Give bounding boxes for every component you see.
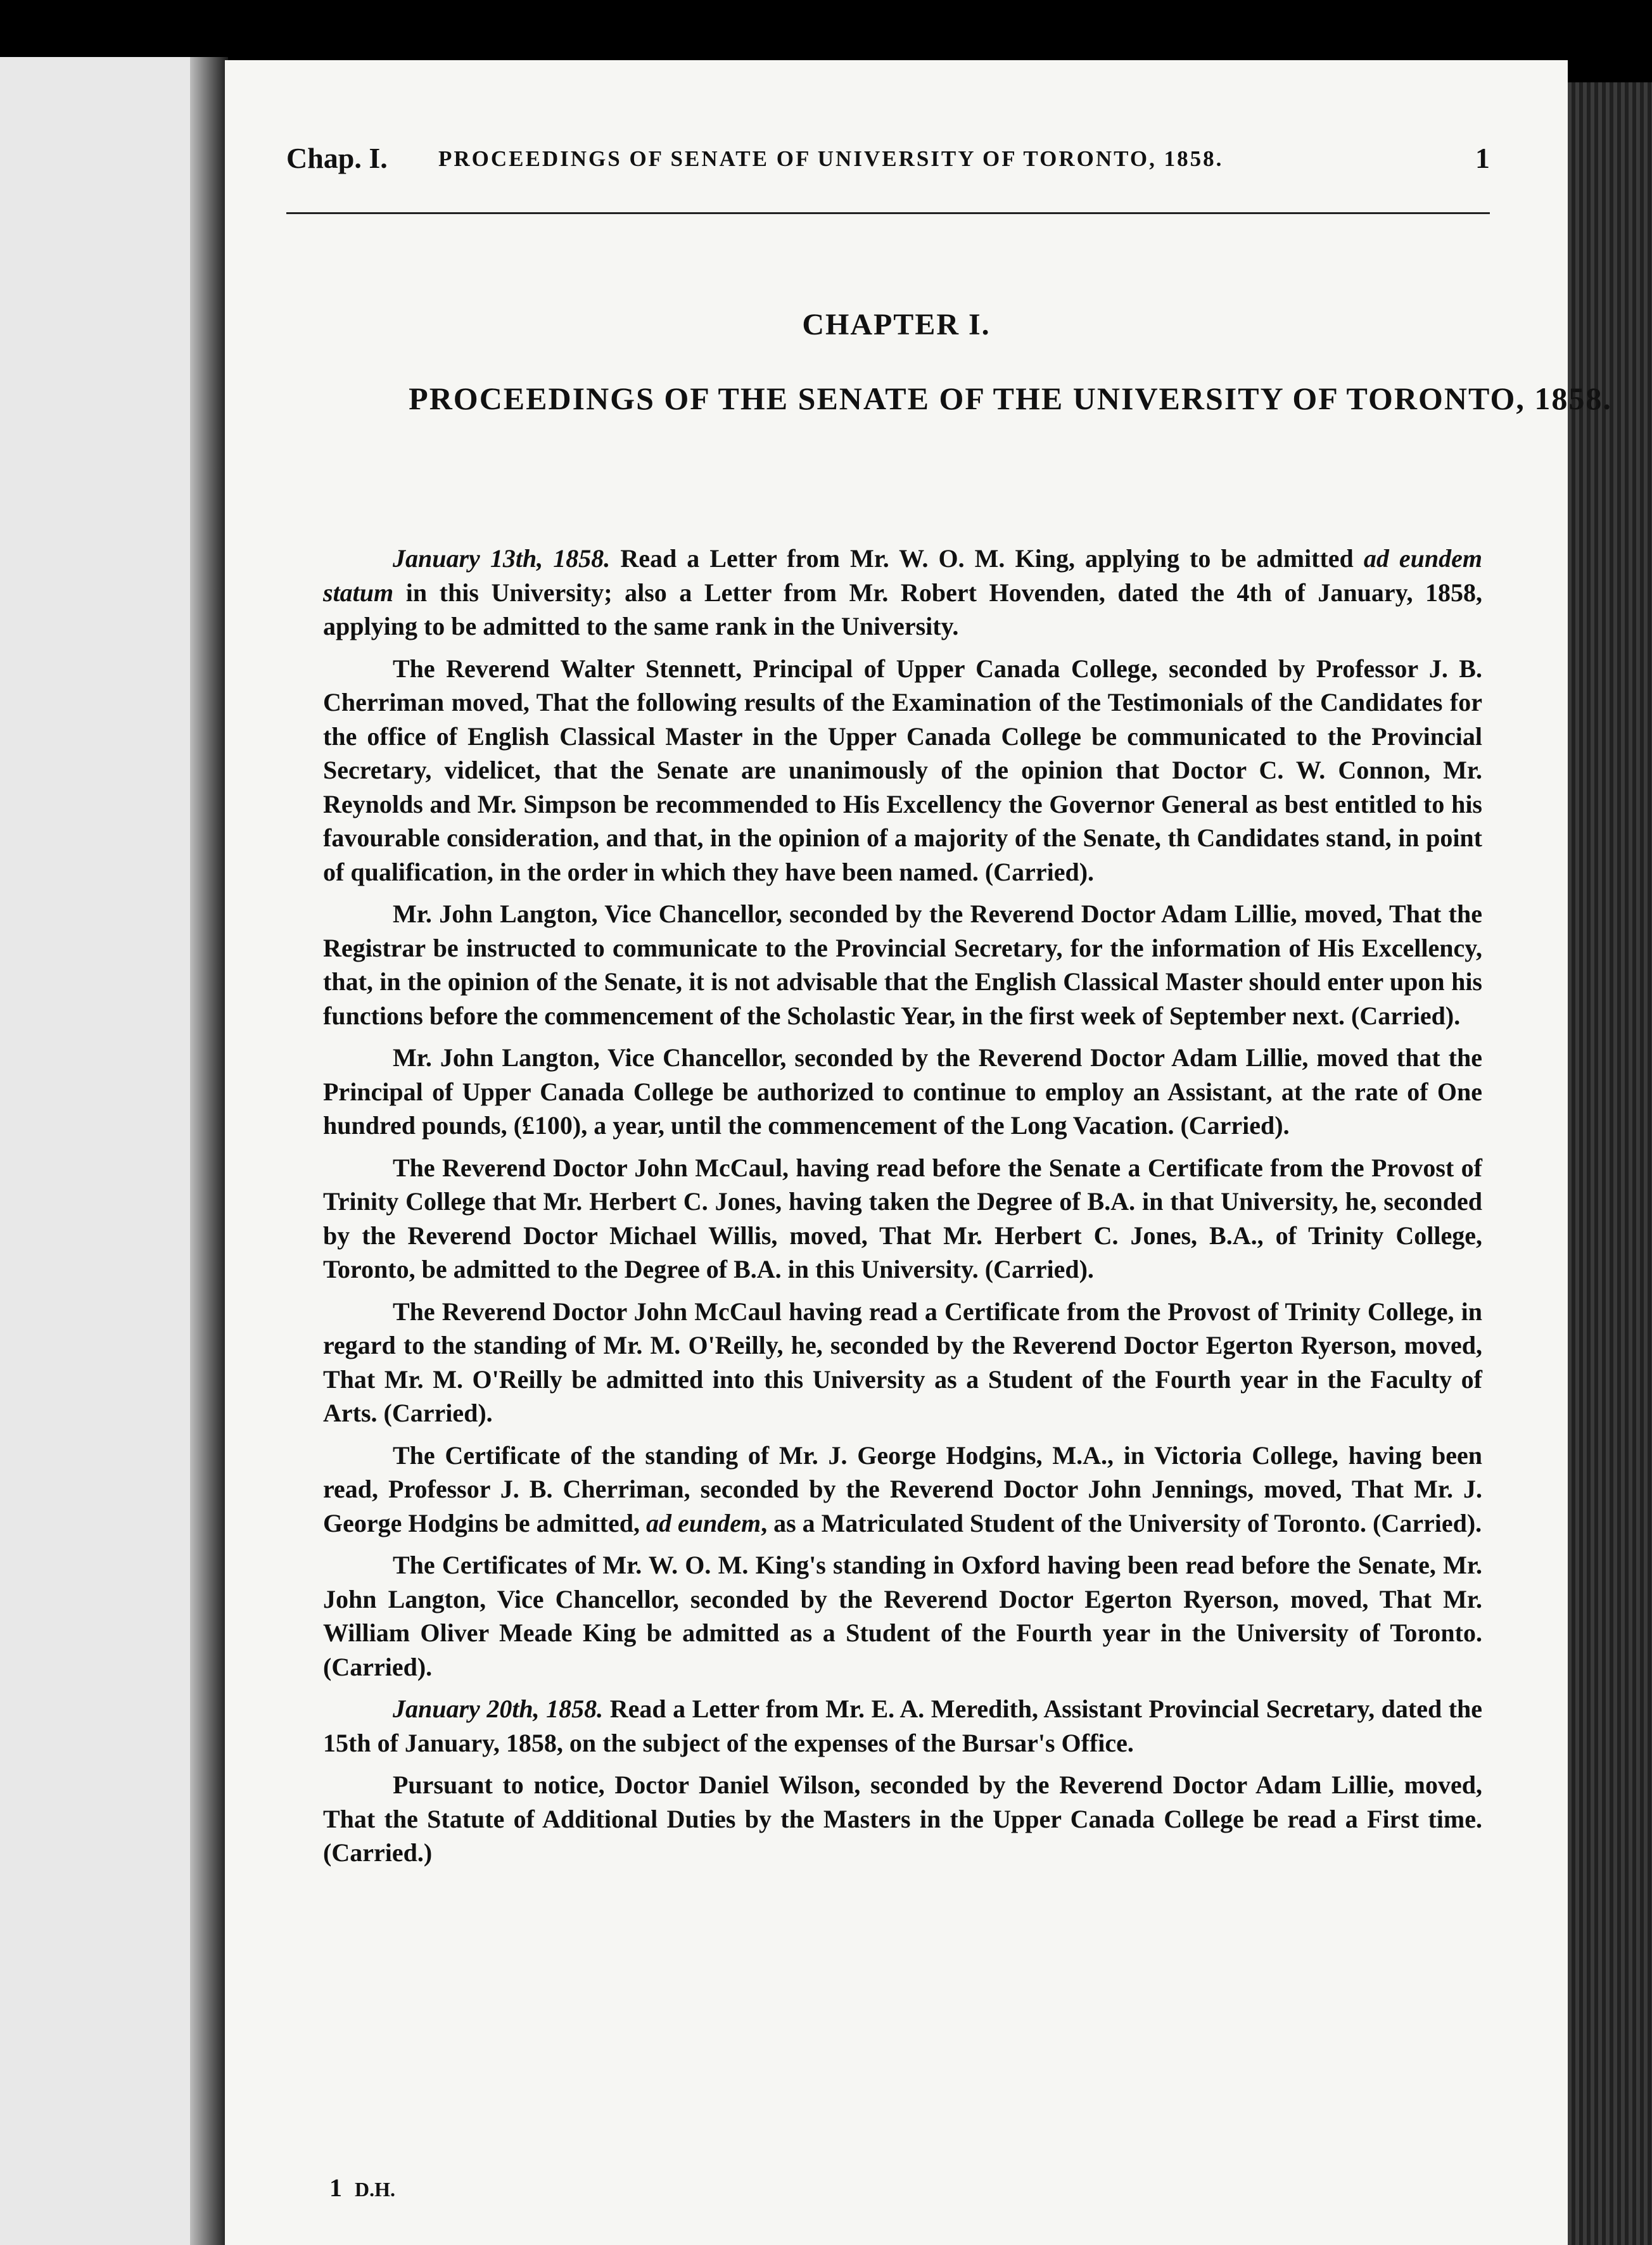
page-number: 1 bbox=[1475, 142, 1490, 174]
paragraph: Pursuant to notice, Doctor Daniel Wilson, seconded by the Reverend Doctor Adam Lillie, moved, That the Statute of Additional Duties by the Masters in the Upper Canada College be read a First time. (Carried.) bbox=[323, 1771, 1482, 1867]
paragraph: The Reverend Doctor John McCaul having read a Certificate from the Provost of Trinity College, in regard to the standing of Mr. M. O'Reilly, he, seconded by the Reverend Doctor Egerton Ryerson, moved, That Mr. M. O'Reilly be admitted into this University as a Student of the Fourth year in the Faculty of Arts. (Carried). bbox=[323, 1297, 1482, 1427]
paragraph: The Certificates of Mr. W. O. M. King's standing in Oxford having been read before the Senate, Mr. John Langton, Vice Chancellor, seconded by the Reverend Doctor Egerton Ryerson, moved, That Mr. William Oliver Meade King be admitted as a Student of the Fourth year in the University of Toronto. (Carried). bbox=[323, 1551, 1482, 1681]
chapter-reference: Chap. I. bbox=[286, 142, 388, 174]
paragraph: The Reverend Doctor John McCaul, having read before the Senate a Certificate from the Provost of Trinity College that Mr. Herbert C. Jones, having taken the Degree of B.A. in that University, he, seconded by the Reverend Doctor Michael Willis, moved, That Mr. Herbert C. Jones, B.A., of Trinity College, Toronto, be admitted to the Degree of B.A. in this University. (Carried). bbox=[323, 1153, 1482, 1283]
book-spine bbox=[190, 57, 228, 2245]
main-title: PROCEEDINGS OF THE SENATE OF THE UNIVERSITY OF TORONTO, 1858. bbox=[409, 381, 1612, 416]
signature-initials: D.H. bbox=[355, 2178, 395, 2201]
running-title: PROCEEDINGS OF SENATE OF UNIVERSITY OF TORONTO, 1858. bbox=[438, 146, 1224, 171]
paragraph: The Certificate of the standing of Mr. J. George Hodgins, M.A., in Victoria College, having been read, Professor J. B. Cherriman, seconded by the Reverend Doctor John Jennings, moved, That Mr. J. George Hodgins be admitted, ad eundem, as a Matriculated Student of the University of Toronto. (Carried). bbox=[323, 1440, 1482, 1537]
italic-phrase: ad eundem bbox=[645, 1508, 761, 1537]
left-page-edge bbox=[0, 57, 220, 2245]
paragraph: Mr. John Langton, Vice Chancellor, seconded by the Reverend Doctor Adam Lillie, moved, That the Registrar be instructed to communicate to the Provincial Secretary, for the information of His Excellency, that, in the opinion of the Senate, it is not advisable that the English Classical Master should enter upon his functions before the commencement of the Scholastic Year, in the first week of September next. (Carried). bbox=[323, 900, 1482, 1030]
paragraph: The Reverend Walter Stennett, Principal of Upper Canada College, seconded by Professor J. B. Cherriman moved, That the following results of the Examination of the Testimonials of the Candidates for the office of English Classical Master in the Upper Canada College be communicated to the Provincial Secretary, videlicet, that the Senate are unanimously of the opinion that Doctor C. W. Connon, Mr. Reynolds and Mr. Simpson be recommended to His Excellency the Governor General as best entitled to his favourable consideration, and that, in the opinion of a majority of the Senate, th Candidates stand, in point of qualification, in the order in which they have been named. (Carried). bbox=[323, 654, 1482, 886]
paragraph: January 13th, 1858. Read a Letter from Mr. W. O. M. King, applying to be admitted ad eundem statum in this University; also a Letter from Mr. Robert Hovenden, dated the 4th of January, 1858, applying to be admitted to the same rank in the University. bbox=[323, 544, 1482, 640]
italic-phrase: ad eundem statum bbox=[323, 544, 1482, 607]
signature-mark bbox=[329, 2173, 395, 2203]
paragraph-date: January 13th, 1858. bbox=[393, 544, 611, 573]
document-page bbox=[225, 60, 1612, 2245]
body-text bbox=[323, 542, 1482, 1878]
running-header bbox=[286, 136, 1490, 214]
chapter-title: CHAPTER I. bbox=[802, 308, 991, 341]
paragraph: January 20th, 1858. Read a Letter from Mr. E. A. Meredith, Assistant Provincial Secretary, dated the 15th of January, 1858, on the subject of the expenses of the Bursar's Office. bbox=[323, 1695, 1483, 1757]
paragraph-date: January 20th, 1858. bbox=[393, 1695, 604, 1723]
signature-number: 1 bbox=[329, 2173, 342, 2202]
paragraph: Mr. John Langton, Vice Chancellor, seconded by the Reverend Doctor Adam Lillie, moved that the Principal of Upper Canada College be authorized to continue to employ an Assistant, at the rate of One hundred pounds, (£100), a year, until the commencement of the Long Vacation. (Carried). bbox=[323, 1043, 1482, 1140]
